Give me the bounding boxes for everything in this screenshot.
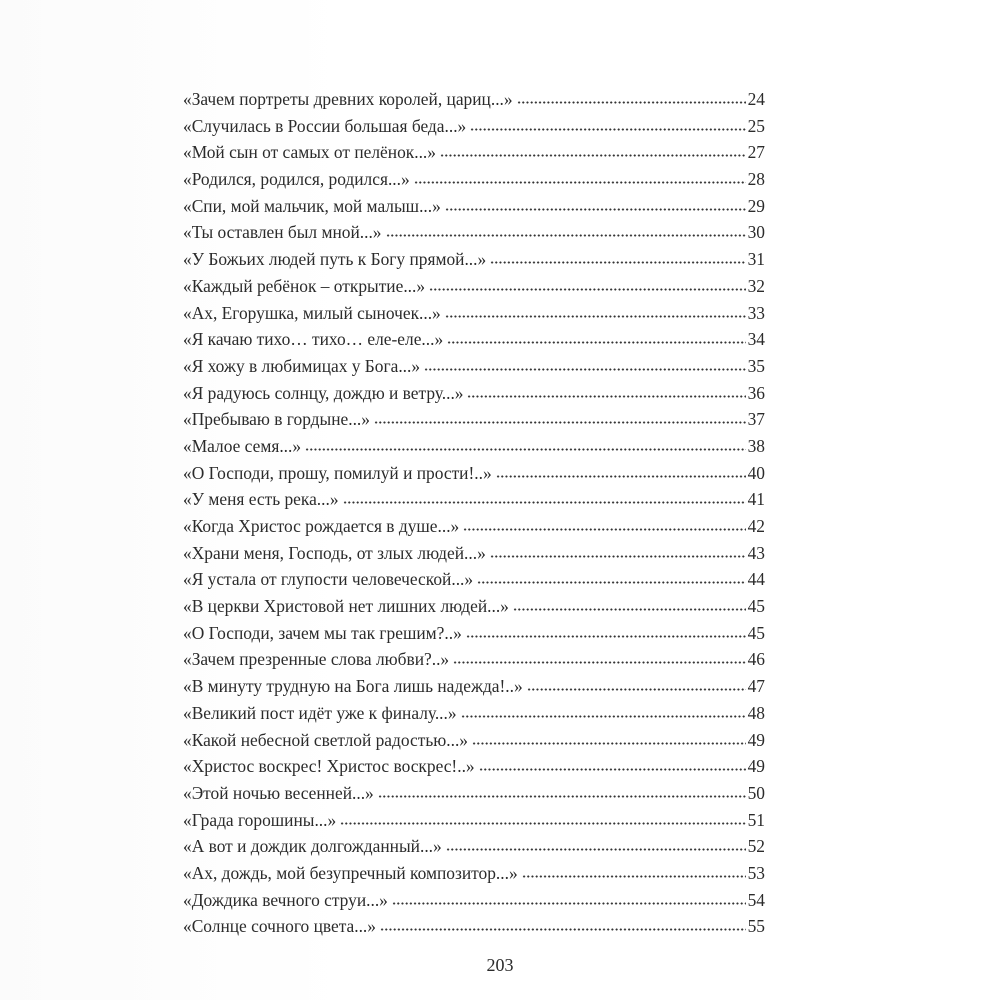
- page-number: 203: [486, 955, 514, 975]
- toc-entry-title: «Солнце сочного цвета...»: [183, 916, 376, 937]
- toc-entry-title: «Христос воскрес! Христос воскрес!..»: [183, 756, 475, 777]
- toc-entry: [183, 513, 765, 540]
- dot-leader: [305, 448, 746, 451]
- toc-entry-title: «Я радуюсь солнцу, дождю и ветру...»: [183, 382, 464, 403]
- toc-entry: [183, 620, 765, 647]
- toc-entry: [183, 406, 765, 433]
- toc-entry-title: «Великий пост идёт уже к финалу...»: [183, 702, 457, 723]
- toc-entry: [183, 460, 765, 487]
- toc-entry-title: «Пребываю в гордыне...»: [183, 409, 370, 430]
- toc-entry-title: «Дождика вечного струи...»: [183, 889, 388, 910]
- toc-entry-title: «Зачем портреты древних королей, цариц...»: [183, 89, 513, 109]
- toc-entry-page: 49: [747, 756, 765, 777]
- toc-entry: [183, 860, 765, 887]
- toc-entry-page: 55: [747, 916, 765, 937]
- toc-entry: [183, 593, 765, 620]
- toc-entry-page: 43: [747, 542, 765, 563]
- dot-leader: [343, 501, 746, 504]
- toc-entry: [183, 913, 765, 940]
- dot-leader: [527, 688, 746, 691]
- toc-entry-title: «Спи, мой мальчик, мой малыш...»: [183, 195, 441, 216]
- toc-entry-title: «Малое семя...»: [183, 435, 302, 456]
- toc-entry-title: «Ах, Егорушка, милый сыночек...»: [183, 302, 441, 323]
- dot-leader: [517, 101, 746, 104]
- dot-leader: [522, 875, 746, 878]
- toc-entry-page: 30: [747, 222, 765, 243]
- toc-entry-title: «О Господи, прошу, помилуй и прости!..»: [183, 462, 492, 483]
- toc-entry: [183, 540, 765, 567]
- dot-leader: [496, 475, 746, 478]
- toc-entry-title: «Ах, дождь, мой безупречный композитор...»: [183, 862, 518, 883]
- toc-entry-page: 53: [747, 862, 765, 883]
- toc-entry: [183, 246, 765, 273]
- toc-entry: [183, 326, 765, 353]
- toc-entry-title: «Града горошины...»: [183, 809, 337, 830]
- toc-entry-title: «Когда Христос рождается в душе...»: [183, 516, 460, 536]
- dot-leader: [386, 234, 746, 237]
- dot-leader: [447, 341, 746, 344]
- dot-leader: [470, 128, 746, 131]
- toc-entry: [183, 646, 765, 673]
- toc-entry: [183, 353, 765, 380]
- toc-entry-page: 27: [747, 142, 765, 163]
- toc-entry-title: «Я хожу в любимицах у Бога...»: [183, 355, 421, 376]
- dot-leader: [479, 768, 746, 771]
- dot-leader: [472, 742, 746, 745]
- toc-entry-page: 36: [747, 382, 765, 403]
- toc-entry: [183, 700, 765, 727]
- toc-entry: [183, 300, 765, 327]
- toc-entry-title: «Я качаю тихо… тихо… еле-еле...»: [183, 329, 444, 350]
- toc-entry-page: 45: [747, 596, 765, 617]
- toc-entry-title: «Зачем презренные слова любви?..»: [183, 649, 450, 670]
- toc-entry-page: 32: [747, 275, 765, 296]
- dot-leader: [392, 902, 746, 905]
- toc-entry-page: 46: [747, 649, 765, 670]
- toc-entry: [183, 113, 765, 140]
- toc-entry-title: «В минуту трудную на Бога лишь надежда!..»: [183, 676, 523, 697]
- toc-entry: [183, 833, 765, 860]
- dot-leader: [461, 715, 746, 718]
- toc-entry-page: 42: [747, 516, 765, 536]
- dot-leader: [477, 581, 746, 584]
- dot-leader: [467, 395, 746, 398]
- toc-entry-page: 49: [747, 729, 765, 750]
- toc-entry: [183, 433, 765, 460]
- toc-entry-title: «У Божьих людей путь к Богу прямой...»: [183, 249, 487, 270]
- dot-leader: [424, 368, 746, 371]
- dot-leader: [445, 315, 746, 318]
- toc-entry-page: 29: [747, 195, 765, 216]
- dot-leader: [429, 288, 746, 291]
- dot-leader: [490, 555, 746, 558]
- dot-leader: [466, 635, 746, 638]
- toc-entry: [183, 753, 765, 780]
- toc-entry: [183, 807, 765, 834]
- toc-entry-title: «О Господи, зачем мы так грешим?..»: [183, 622, 462, 643]
- toc-entry-page: 52: [747, 836, 765, 857]
- dot-leader: [378, 795, 746, 798]
- toc-entry-title: «Родился, родился, родился...»: [183, 169, 410, 190]
- toc-entry-page: 31: [747, 249, 765, 270]
- toc-entry-page: 41: [747, 489, 765, 510]
- toc-entry: [183, 887, 765, 914]
- dot-leader: [490, 261, 746, 264]
- toc-entry-page: 33: [747, 302, 765, 323]
- dot-leader: [414, 181, 746, 184]
- toc-entry-page: 34: [747, 329, 765, 350]
- toc-entry-title: «Каждый ребёнок – открытие...»: [183, 275, 426, 296]
- toc-entry-title: «В церкви Христовой нет лишних людей...»: [183, 596, 509, 617]
- toc-entry-title: «У меня есть река...»: [183, 489, 339, 510]
- toc-entry-page: 48: [747, 702, 765, 723]
- toc-entry-page: 38: [747, 435, 765, 456]
- toc-entry: [183, 727, 765, 754]
- toc-entry-page: 24: [747, 89, 765, 109]
- toc-entry-page: 28: [747, 169, 765, 190]
- toc-entry-title: «Случилась в России большая беда...»: [183, 115, 467, 136]
- dot-leader: [446, 848, 746, 851]
- toc-entry: [183, 780, 765, 807]
- dot-leader: [380, 928, 746, 931]
- toc-entry-title: «Ты оставлен был мной...»: [183, 222, 382, 243]
- dot-leader: [513, 608, 746, 611]
- toc-entry: [183, 139, 765, 166]
- toc-entry-page: 54: [747, 889, 765, 910]
- toc-entry: [183, 380, 765, 407]
- toc-entry-page: 40: [747, 462, 765, 483]
- dot-leader: [340, 822, 746, 825]
- dot-leader: [453, 661, 746, 664]
- toc-entry: [183, 219, 765, 246]
- toc-entry: [183, 193, 765, 220]
- toc-entry-title: «Этой ночью весенней...»: [183, 782, 374, 803]
- dot-leader: [463, 528, 746, 531]
- toc-entry: [183, 273, 765, 300]
- toc-entry-page: 51: [747, 809, 765, 830]
- toc-entry-page: 25: [747, 115, 765, 136]
- toc-entry-title: «Храни меня, Господь, от злых людей...»: [183, 542, 486, 563]
- table-of-contents: [183, 86, 765, 940]
- toc-entry-page: 50: [747, 782, 765, 803]
- toc-entry-page: 44: [747, 569, 765, 590]
- toc-entry: [183, 673, 765, 700]
- toc-entry-title: «А вот и дождик долгожданный...»: [183, 836, 442, 857]
- dot-leader: [445, 208, 746, 211]
- toc-entry-page: 35: [747, 355, 765, 376]
- dot-leader: [374, 421, 746, 424]
- toc-entry-title: «Я устала от глупости человеческой...»: [183, 569, 474, 590]
- toc-entry: [183, 566, 765, 593]
- toc-entry-page: 37: [747, 409, 765, 430]
- toc-entry: [183, 86, 765, 113]
- toc-entry-title: «Какой небесной светлой радостью...»: [183, 729, 468, 750]
- toc-entry-title: «Мой сын от самых от пелёнок...»: [183, 142, 436, 163]
- toc-entry: [183, 486, 765, 513]
- toc-entry-page: 47: [747, 676, 765, 697]
- toc-entry-page: 45: [747, 622, 765, 643]
- dot-leader: [440, 154, 746, 157]
- toc-entry: [183, 166, 765, 193]
